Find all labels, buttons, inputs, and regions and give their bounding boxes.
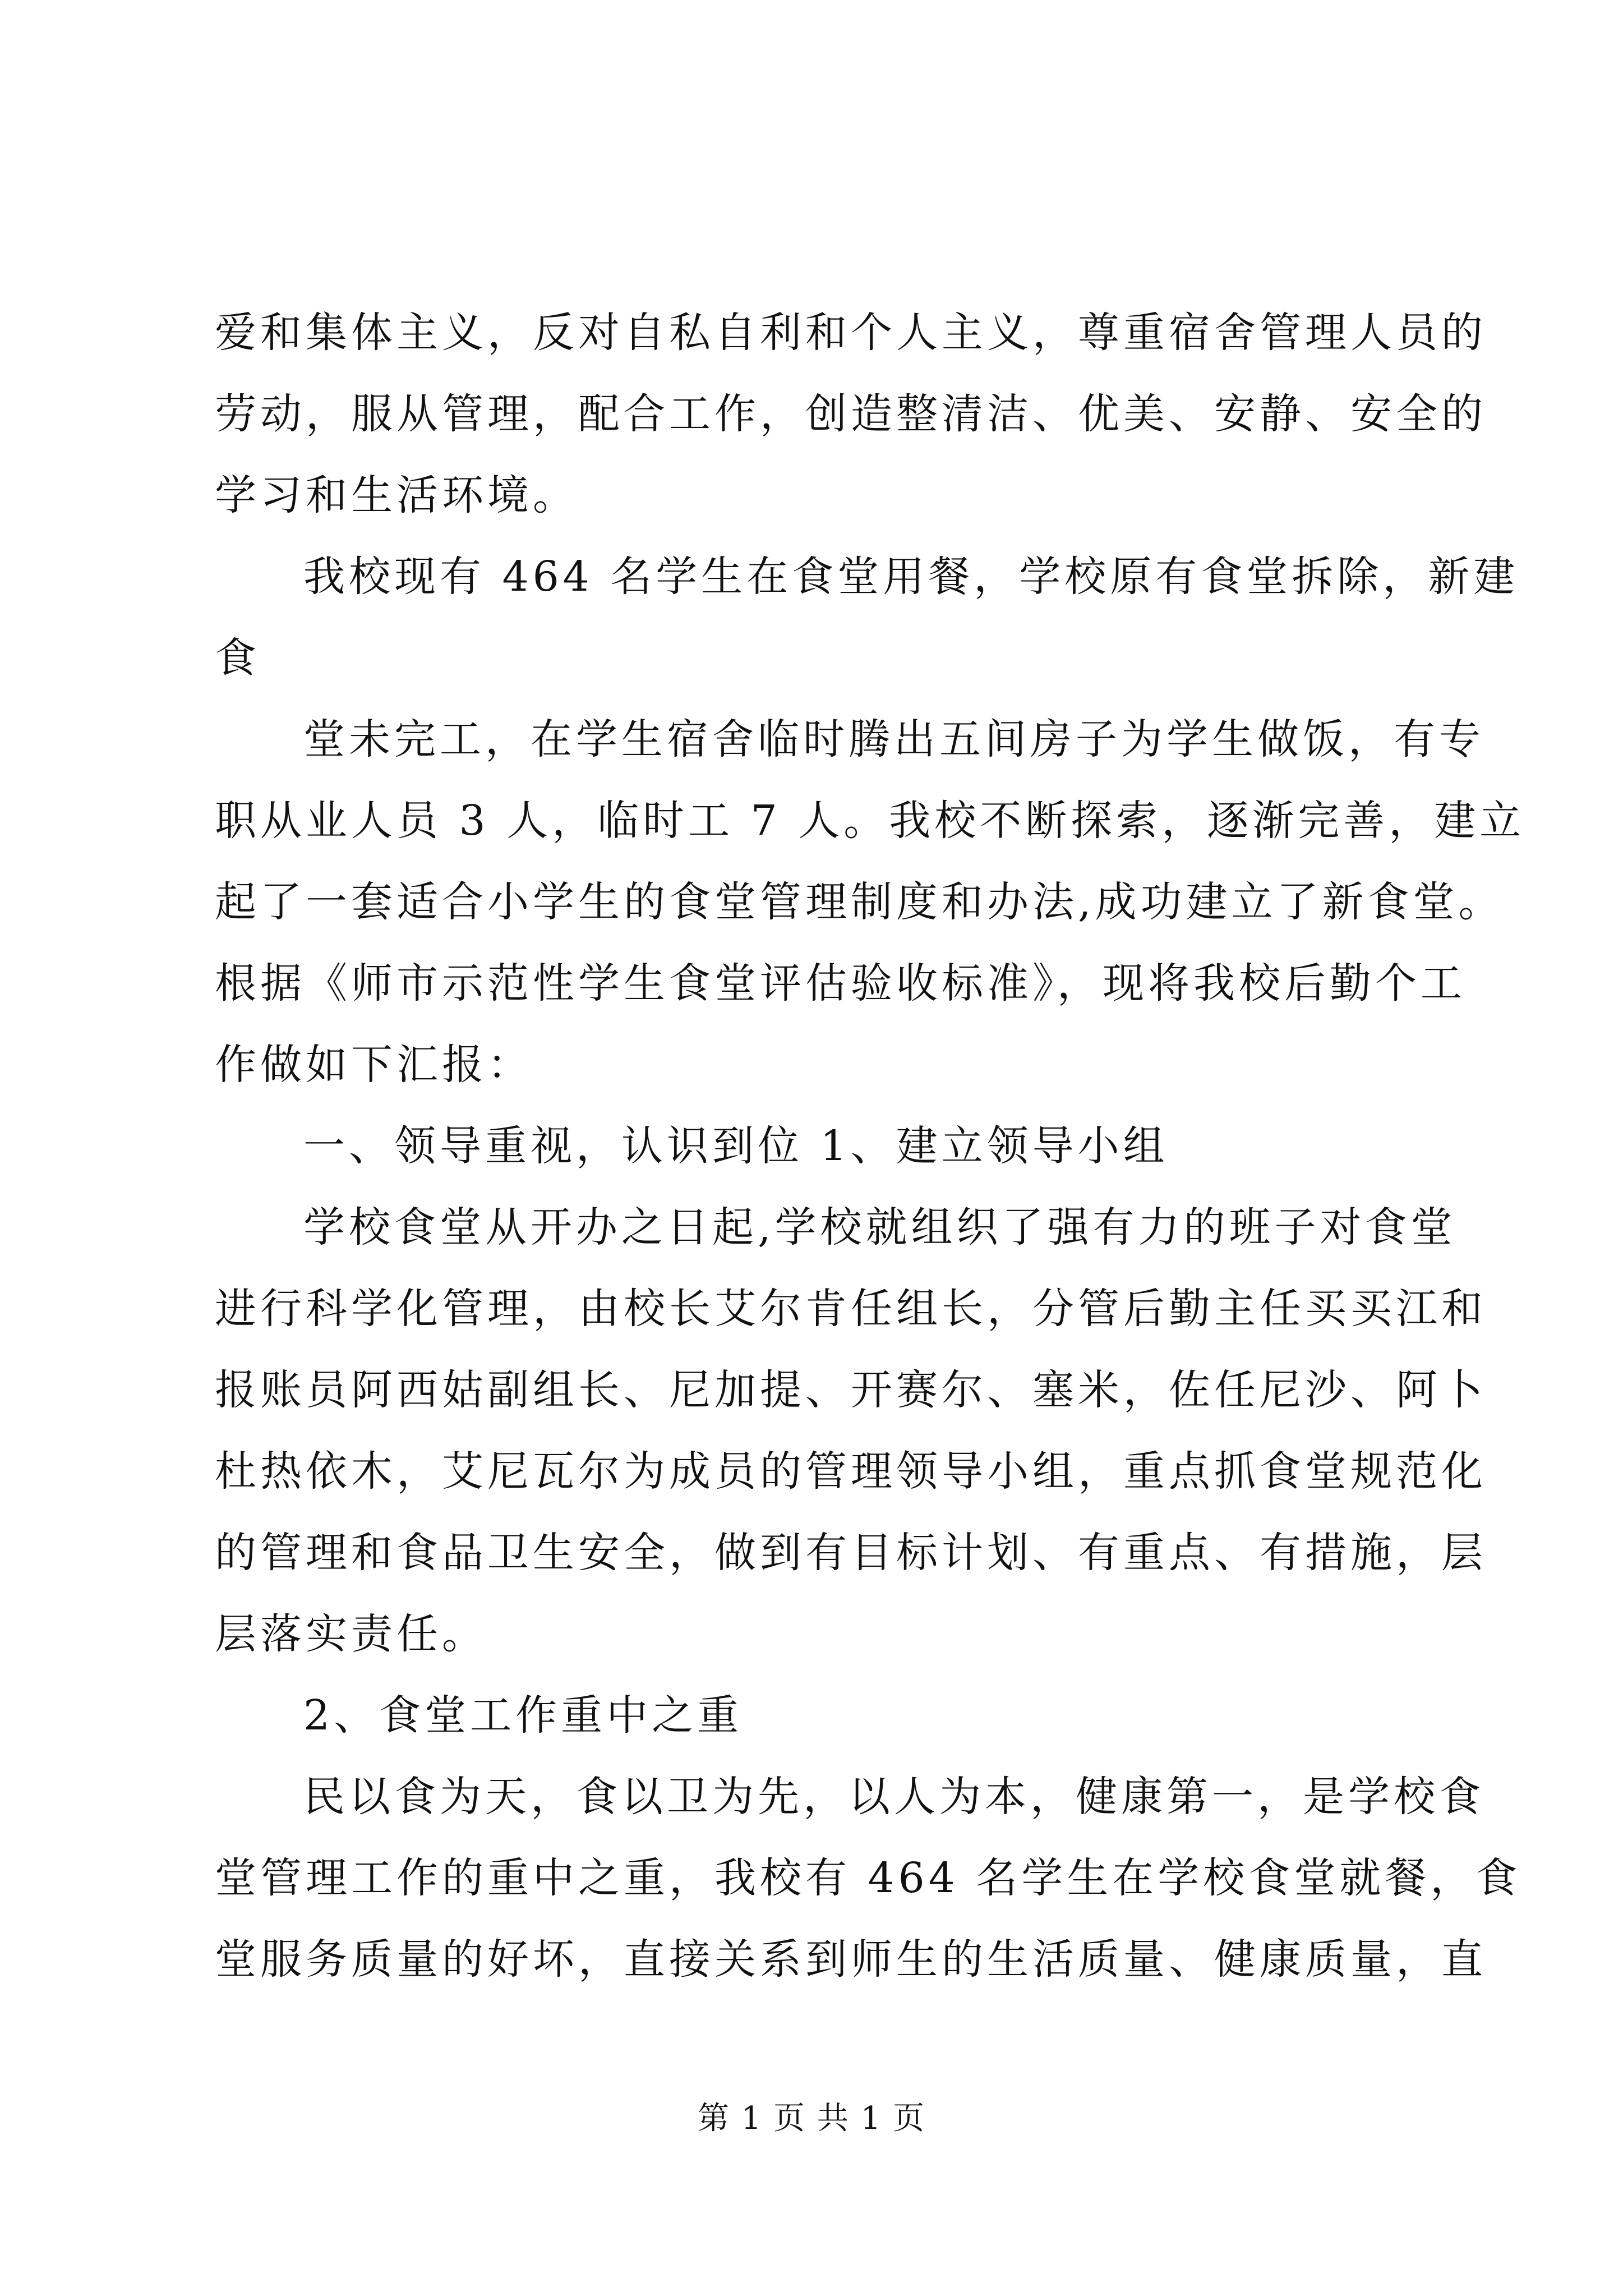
text-line-10: 作做如下汇报： bbox=[215, 1041, 533, 1089]
text-line-5: 食 bbox=[215, 634, 260, 682]
text-line-3: 学习和生活环境。 bbox=[215, 471, 578, 519]
text-line-20: 堂管理工作的重中之重，我校有 464 名学生在学校食堂就餐，食 bbox=[215, 1854, 1521, 1902]
text-line-14: 报账员阿西姑副组长、尼加提、开赛尔、塞米，佐任尼沙、阿卜 bbox=[215, 1366, 1487, 1414]
text-line-19: 民以食为天，食以卫为先，以人为本，健康第一，是学校食 bbox=[303, 1773, 1484, 1821]
text-line-13: 进行科学化管理，由校长艾尔肯任组长，分管后勤主任买买江和 bbox=[215, 1285, 1487, 1333]
text-line-7: 职从业人员 3 人，临时工 7 人。我校不断探索，逐渐完善，建立 bbox=[215, 797, 1525, 845]
text-line-16: 的管理和食品卫生安全，做到有目标计划、有重点、有措施，层 bbox=[215, 1529, 1487, 1577]
page-number-footer: 第 1 页 共 1 页 bbox=[697, 2100, 926, 2137]
text-line-9: 根据《师市示范性学生食堂评估验收标准》，现将我校后勤个工 bbox=[215, 959, 1466, 1007]
text-line-12: 学校食堂从开办之日起,学校就组织了强有力的班子对食堂 bbox=[303, 1203, 1456, 1251]
text-line-6: 堂未完工，在学生宿舍临时腾出五间房子为学生做饭，有专 bbox=[303, 715, 1484, 763]
text-line-17: 层落实责任。 bbox=[215, 1610, 487, 1658]
text-line-2: 劳动，服从管理，配合工作，创造整清洁、优美、安静、安全的 bbox=[215, 390, 1487, 438]
text-line-1: 爱和集体主义，反对自私自利和个人主义，尊重宿舍管理人员的 bbox=[215, 309, 1487, 357]
text-line-18: 2、食堂工作重中之重 bbox=[303, 1691, 743, 1740]
text-line-8: 起了一套适合小学生的食堂管理制度和办法,成功建立了新食堂。 bbox=[215, 878, 1504, 926]
text-line-4: 我校现有 464 名学生在食堂用餐，学校原有食堂拆除，新建 bbox=[303, 553, 1519, 601]
text-line-15: 杜热依木，艾尼瓦尔为成员的管理领导小组，重点抓食堂规范化 bbox=[215, 1447, 1487, 1496]
text-line-21: 堂服务质量的好坏，直接关系到师生的生活质量、健康质量，直 bbox=[215, 1935, 1487, 1984]
text-line-11: 一、领导重视，认识到位 1、建立领导小组 bbox=[303, 1122, 1169, 1170]
